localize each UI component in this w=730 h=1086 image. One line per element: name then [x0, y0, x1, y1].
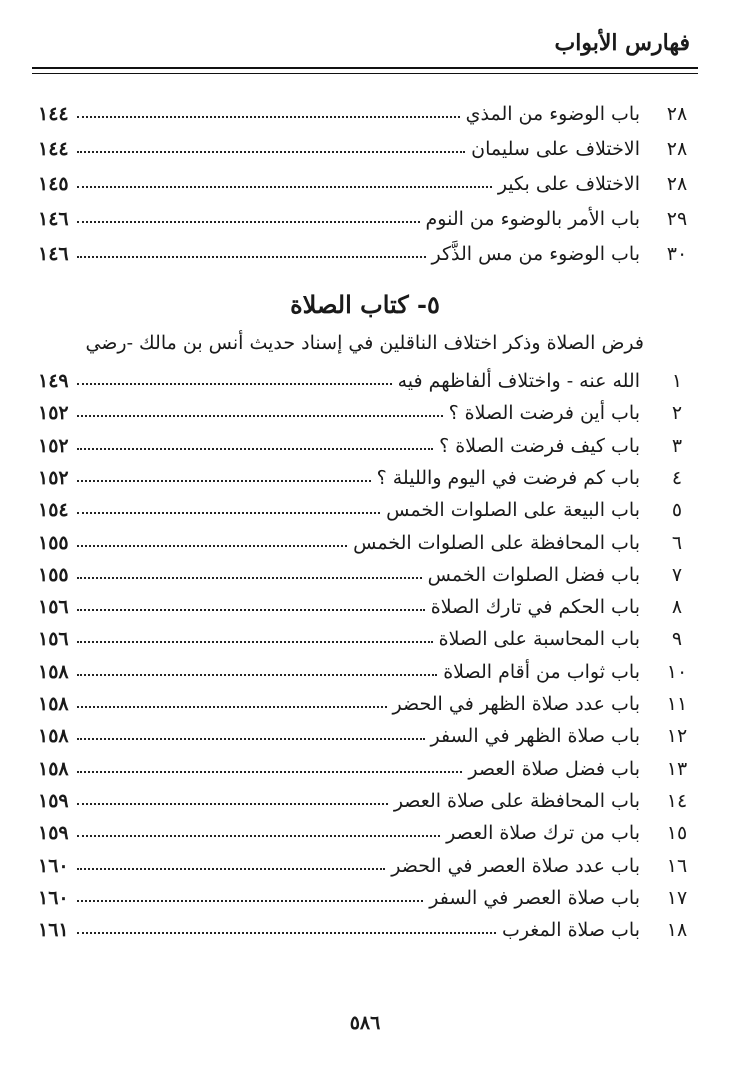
entry-title: باب صلاة المغرب — [501, 919, 640, 942]
entry-number: ٦ — [671, 531, 683, 554]
toc-entry — [38, 719, 700, 753]
dot-leader — [77, 151, 466, 153]
entry-page: ١٦٠ — [38, 854, 69, 877]
dot-leader — [77, 771, 463, 773]
entry-page: ١٤٦ — [38, 208, 69, 230]
dot-leader — [77, 609, 425, 611]
entry-page: ١٥٢ — [38, 466, 69, 489]
toc-entry — [38, 167, 700, 201]
entry-title: باب عدد صلاة الظهر في الحضر — [392, 693, 640, 715]
toc-entry — [38, 784, 700, 818]
entry-title: باب كم فرضت في اليوم والليلة ؟ — [376, 466, 640, 489]
toc-entry — [38, 237, 700, 271]
dot-leader — [77, 706, 387, 708]
dot-leader — [77, 256, 426, 258]
entry-number: ١٠ — [666, 660, 688, 683]
entry-title: باب صلاة الظهر في السفر — [430, 725, 640, 748]
entry-title: باب من ترك صلاة العصر — [446, 822, 640, 845]
entry-number: ٢٨ — [666, 173, 688, 195]
entry-page: ١٥٨ — [38, 660, 69, 683]
entry-title: باب صلاة العصر في السفر — [429, 886, 640, 909]
entry-page: ١٥٨ — [38, 693, 69, 715]
entry-number: ٢ — [671, 402, 683, 425]
dot-leader — [77, 512, 381, 514]
dot-leader — [77, 383, 392, 385]
toc-entry — [38, 655, 700, 689]
entry-page: ١٥٢ — [38, 402, 69, 425]
entry-page: ١٦٠ — [38, 886, 69, 909]
entry-title: باب البيعة على الصلوات الخمس — [386, 499, 640, 522]
toc-entry — [38, 526, 700, 560]
entry-title: باب المحافظة على الصلوات الخمس — [353, 531, 640, 554]
entry-number: ٢٩ — [666, 208, 688, 230]
entry-page: ١٤٦ — [38, 243, 69, 265]
entry-title: الاختلاف على بكير — [497, 173, 640, 195]
dot-leader — [77, 641, 433, 643]
entry-title: باب ثواب من أقام الصلاة — [443, 660, 640, 683]
entry-number: ١٧ — [666, 886, 688, 909]
entry-title: باب فضل صلاة العصر — [468, 757, 640, 780]
entry-page: ١٤٤ — [38, 103, 69, 125]
toc-entry — [38, 396, 700, 430]
section-heading: ٥- كتاب الصلاة — [290, 290, 440, 319]
section-intro-line: فرض الصلاة وذكر اختلاف الناقلين في إسناد حديث أنس بن مالك -رضي — [85, 332, 644, 354]
toc-entry — [38, 752, 700, 786]
dot-leader — [77, 415, 443, 417]
toc-entry — [38, 132, 700, 166]
entry-number: ٢٨ — [666, 103, 688, 125]
header-rule — [32, 67, 698, 69]
header-rule-thin — [32, 73, 698, 74]
entry-page: ١٥٩ — [38, 789, 69, 812]
dot-leader — [77, 900, 424, 902]
page-number: ٥٨٦ — [349, 1012, 381, 1034]
dot-leader — [77, 186, 492, 188]
entry-number: ٩ — [671, 628, 683, 651]
toc-entry — [38, 849, 700, 883]
entry-page: ١٤٤ — [38, 138, 69, 160]
entry-page: ١٤٩ — [38, 370, 69, 392]
entry-title: باب الحكم في تارك الصلاة — [430, 596, 640, 619]
toc-entry — [38, 881, 700, 915]
entry-number: ١٥ — [666, 822, 688, 845]
entry-title: باب الوضوء من مس الذَّكر — [431, 243, 640, 265]
entry-page: ١٦١ — [38, 919, 69, 942]
entry-number: ١٨ — [666, 919, 688, 942]
entry-number: ١٦ — [666, 854, 688, 877]
entry-title: باب المحافظة على صلاة العصر — [393, 789, 640, 812]
entry-page: ١٥٤ — [38, 499, 69, 522]
entry-page: ١٥٨ — [38, 757, 69, 780]
toc-entry — [38, 558, 700, 592]
dot-leader — [77, 674, 438, 676]
dot-leader — [77, 738, 425, 740]
toc-entry — [38, 461, 700, 495]
entry-number: ١١ — [666, 693, 688, 715]
entry-number: ٨ — [671, 596, 683, 619]
entry-number: ١٢ — [666, 725, 688, 748]
dot-leader — [77, 577, 422, 579]
entry-page: ١٥٨ — [38, 725, 69, 748]
entry-title: باب الأمر بالوضوء من النوم — [425, 208, 640, 230]
entry-title: الله عنه - واختلاف ألفاظهم فيه — [397, 370, 640, 392]
dot-leader — [77, 932, 496, 934]
toc-entry — [38, 687, 700, 721]
toc-entry — [38, 97, 700, 131]
entry-page: ١٥٢ — [38, 434, 69, 457]
toc-entry — [38, 364, 700, 398]
entry-page: ١٥٩ — [38, 822, 69, 845]
entry-title: باب أين فرضت الصلاة ؟ — [448, 402, 640, 425]
entry-number: ٣ — [671, 434, 683, 457]
entry-number: ١٤ — [666, 789, 688, 812]
toc-entry — [38, 202, 700, 236]
dot-leader — [77, 221, 420, 223]
entry-number: ٤ — [671, 466, 683, 489]
entry-number: ١ — [671, 370, 683, 392]
dot-leader — [77, 803, 388, 805]
dot-leader — [77, 116, 460, 118]
entry-title: باب المحاسبة على الصلاة — [438, 628, 640, 651]
entry-number: ٥ — [671, 499, 683, 522]
dot-leader — [77, 545, 347, 547]
entry-title: باب كيف فرضت الصلاة ؟ — [439, 434, 640, 457]
entry-page: ١٤٥ — [38, 173, 69, 195]
toc-entry — [38, 622, 700, 656]
dot-leader — [77, 448, 434, 450]
entry-title: الاختلاف على سليمان — [471, 138, 640, 160]
toc-entry — [38, 429, 700, 463]
toc-entry — [38, 913, 700, 947]
entry-number: ٧ — [671, 563, 683, 586]
entry-title: باب الوضوء من المذي — [465, 103, 640, 125]
dot-leader — [77, 835, 441, 837]
entry-number: ٣٠ — [666, 243, 688, 265]
entry-title: باب فضل الصلوات الخمس — [427, 563, 640, 586]
toc-entry — [38, 493, 700, 527]
entry-title: باب عدد صلاة العصر في الحضر — [391, 854, 640, 877]
entry-number: ١٣ — [666, 757, 688, 780]
entry-page: ١٥٦ — [38, 628, 69, 651]
toc-entry — [38, 590, 700, 624]
dot-leader — [77, 480, 371, 482]
entry-page: ١٥٥ — [38, 531, 69, 554]
entry-page: ١٥٥ — [38, 563, 69, 586]
dot-leader — [77, 868, 386, 870]
entry-page: ١٥٦ — [38, 596, 69, 619]
toc-entry — [38, 816, 700, 850]
entry-number: ٢٨ — [666, 138, 688, 160]
running-header: فهارس الأبواب — [554, 30, 690, 56]
